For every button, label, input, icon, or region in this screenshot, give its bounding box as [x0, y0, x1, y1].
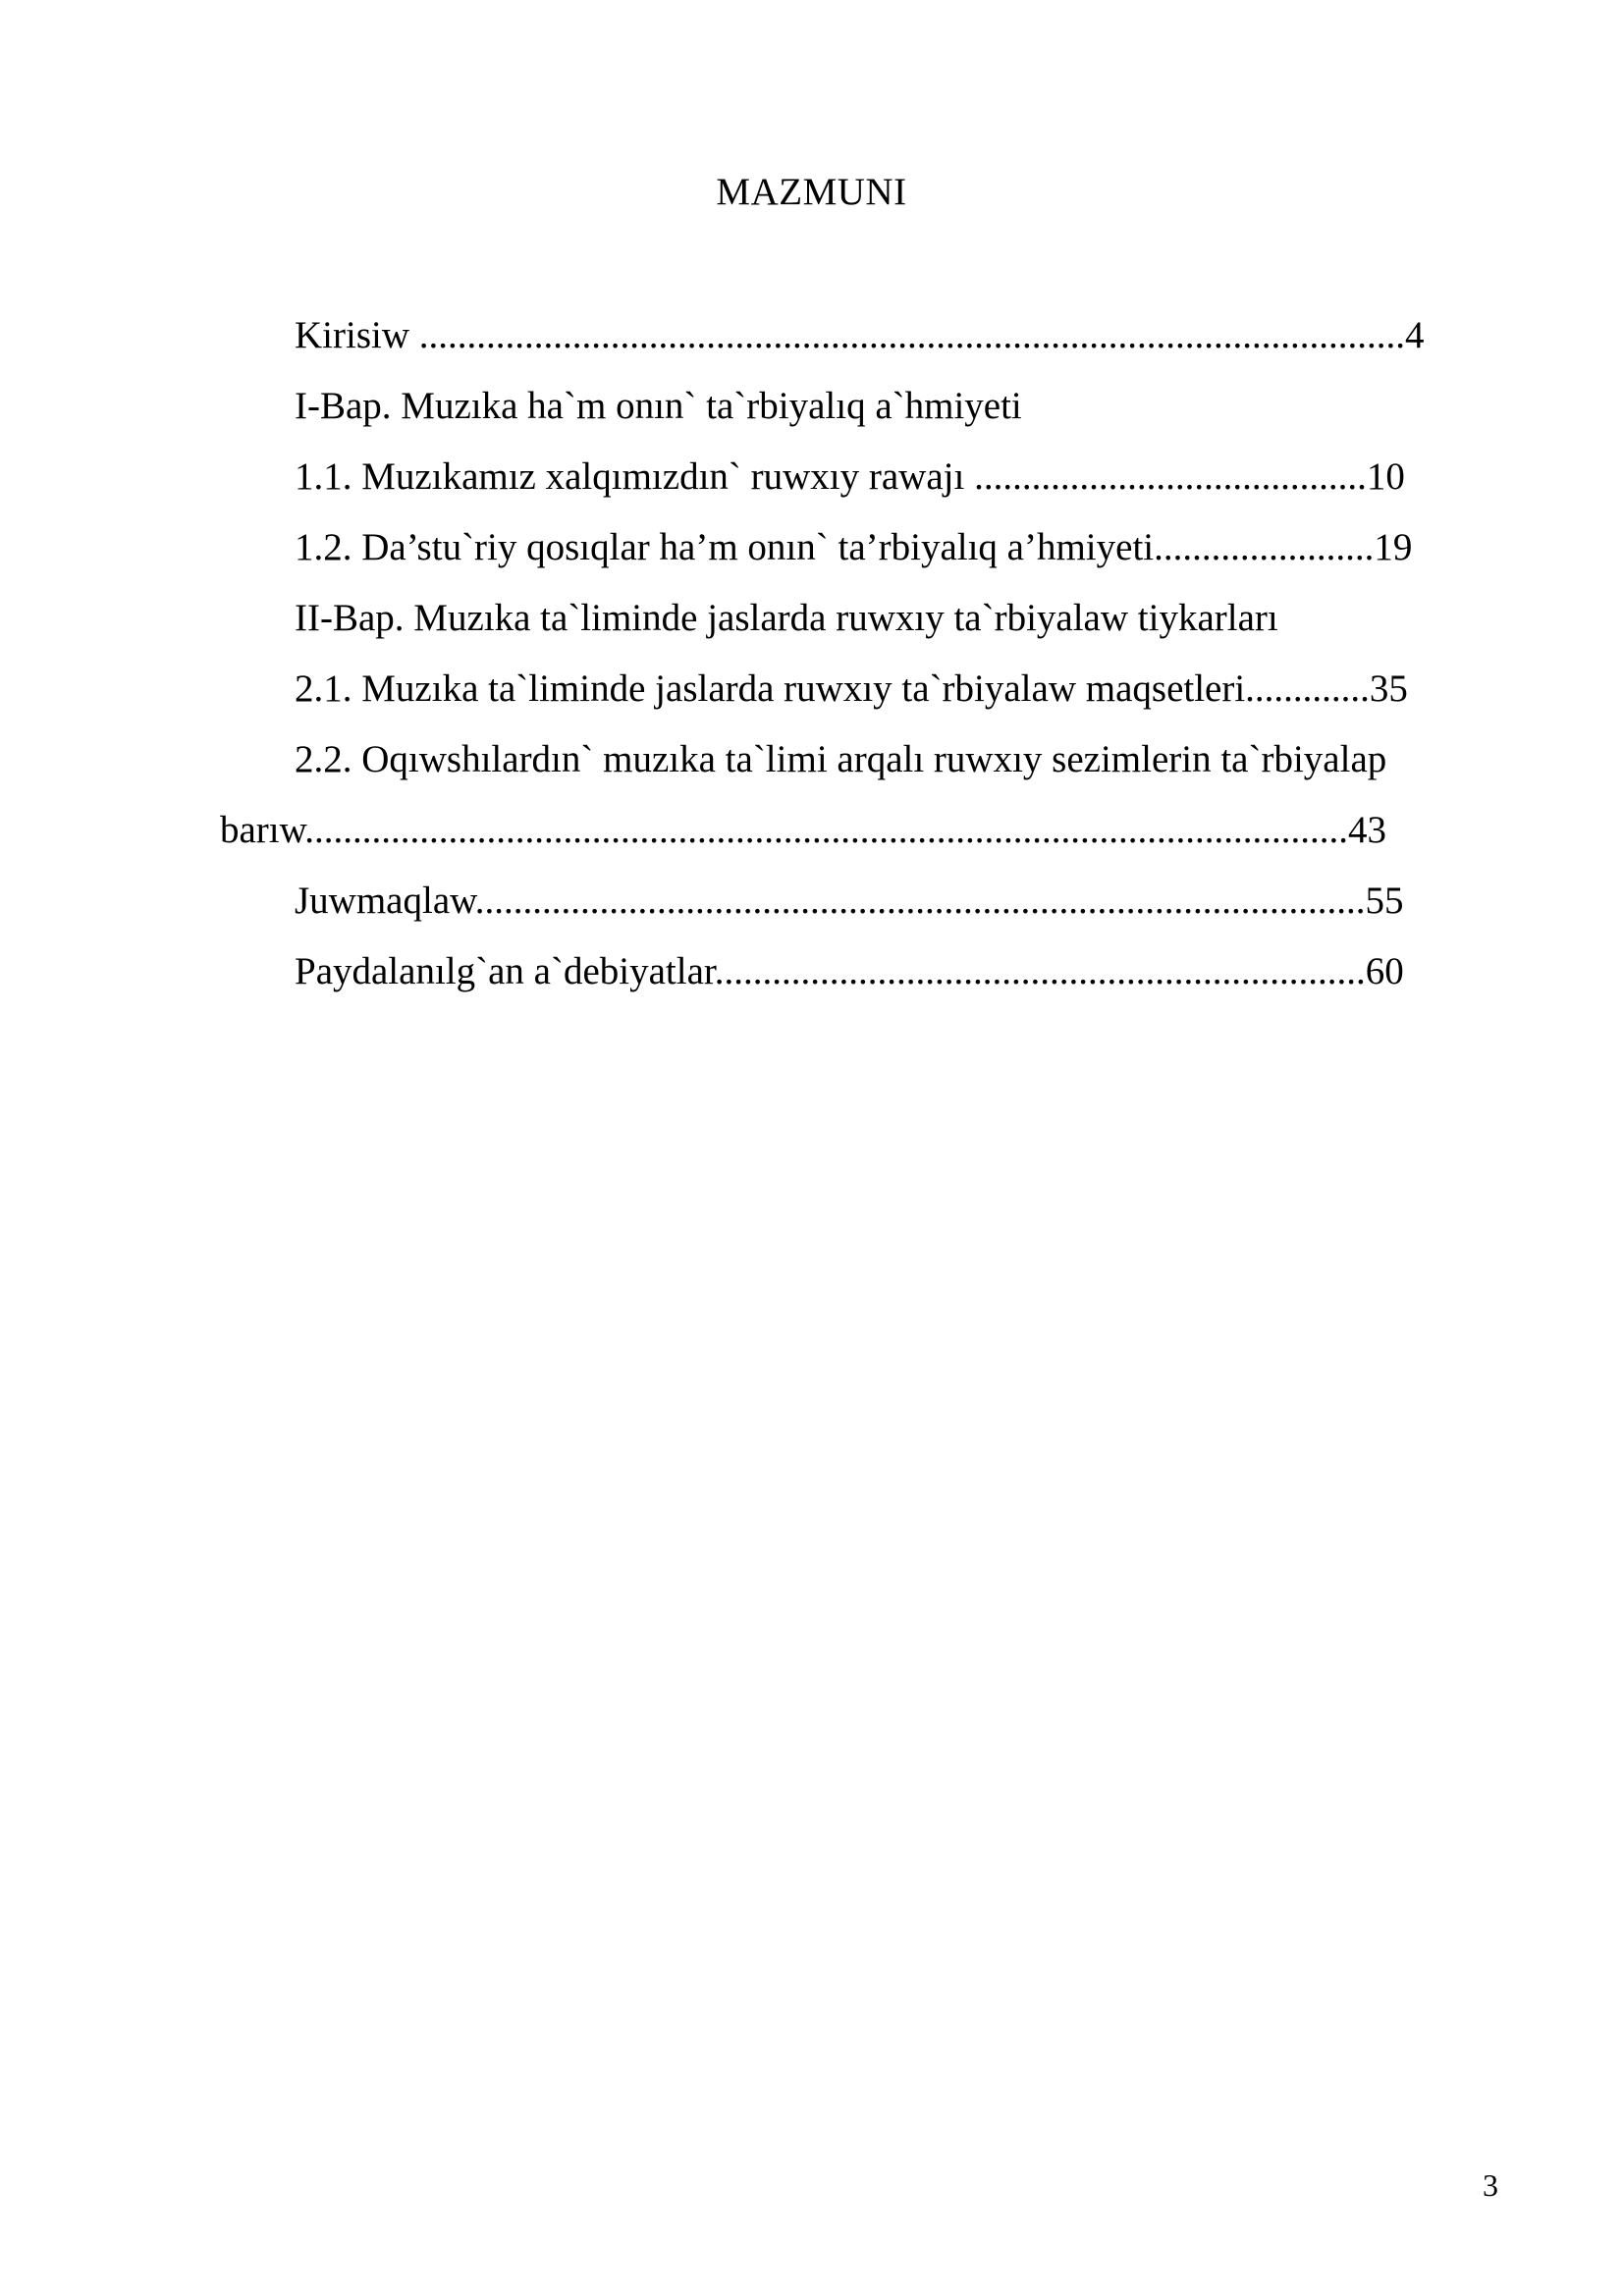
toc-entry-section-2-2: 2.2. Oqıwshılardın` muzıka ta`limi arqalı ruwxıy sezimlerin ta`rbiyalap — [295, 738, 1387, 780]
toc-entry-conclusion: Juwmaqlaw.............................................................................................55 — [295, 880, 1404, 922]
toc-entry-section-1-2: 1.2. Da’stu`riy qosıqlar ha’m onın` ta’rbiyalıq a’hmiyeti.......................19 — [295, 526, 1413, 568]
page-title: MAZMUNI — [716, 171, 907, 213]
page-number: 3 — [1483, 2167, 1498, 2203]
toc-entry-chapter-2: II-Bap. Muzıka ta`liminde jaslarda ruwxıy ta`rbiyalaw tiykarları — [295, 597, 1278, 639]
toc-entry-section-2-1: 2.1. Muzıka ta`liminde jaslarda ruwxıy ta`rbiyalaw maqsetleri.............35 — [295, 667, 1408, 710]
toc-entry-chapter-1: I-Bap. Muzıka ha`m onın` ta`rbiyalıq a`hmiyeti — [295, 385, 1022, 427]
toc-entry-references: Paydalanılg`an a`debiyatlar....................................................................60 — [295, 950, 1404, 992]
toc-entry-introduction: Kirisiw .......................................................................................................4 — [295, 314, 1425, 356]
toc-entry-section-1-1: 1.1. Muzıkamız xalqımızdın` ruwxıy rawajı .........................................10 — [295, 455, 1405, 498]
toc-entry-section-2-2-continued: barıw.............................................................................................................43 — [220, 809, 1387, 851]
